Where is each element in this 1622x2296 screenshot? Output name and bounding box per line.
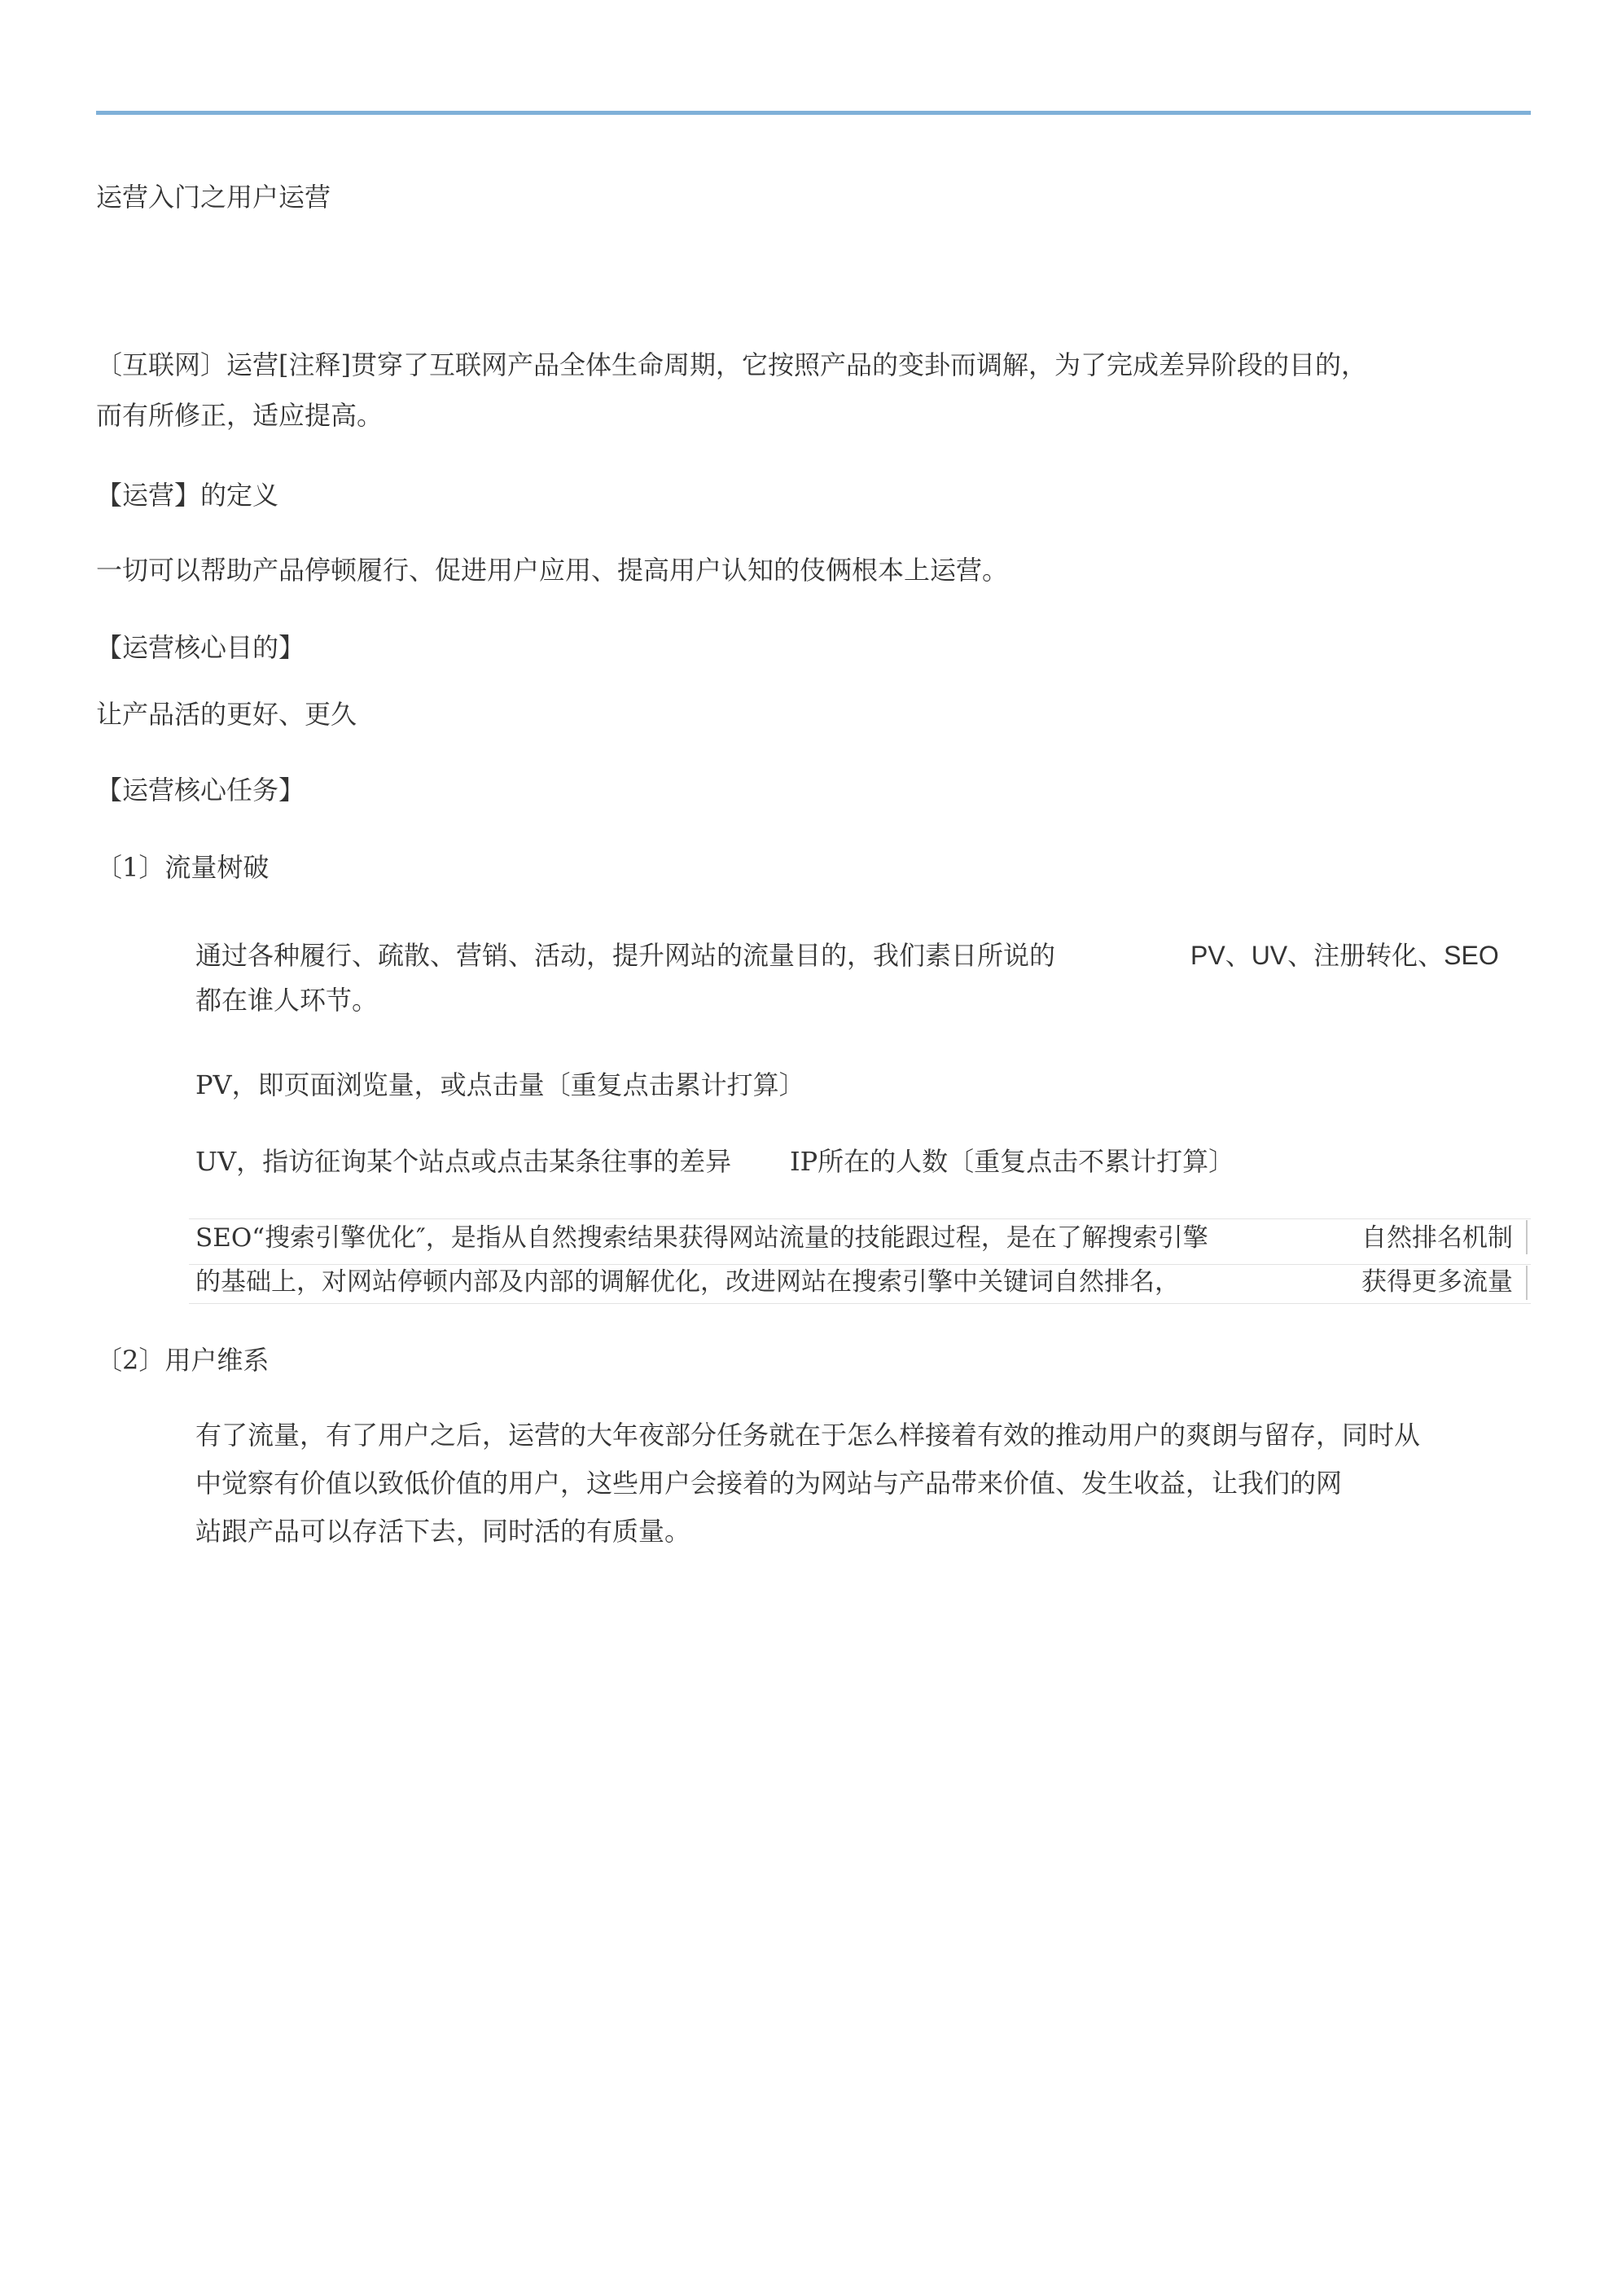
intro-line-2: 而有所修正，适应提高。 — [96, 400, 384, 431]
pv-definition: PV，即页面浏览量，或点击量〔重复点击累计打算〕 — [195, 1069, 805, 1100]
task2-para-line2: 中觉察有价值以致低价值的用户，这些用户会接着的为网站与产品带来价值、发生收益，让我们的网 — [195, 1468, 1343, 1499]
seo-definition-ranking: 自然排名机制 — [1361, 1223, 1513, 1253]
definition-text: 一切可以帮助产品停顿履行、促进用户应用、提高用户认知的伎俩根本上运营。 — [96, 555, 1009, 586]
seo-box-right-border-2 — [1526, 1266, 1528, 1300]
core-tasks-heading: 【运营核心任务】 — [96, 775, 305, 806]
seo-definition-line1: SEO“搜索引擎优化″，是指从自然搜索结果获得网站流量的技能跟过程，是在了解搜索引擎 — [195, 1223, 1208, 1253]
seo-box-right-border-1 — [1526, 1220, 1528, 1254]
seo-definition-box — [189, 1215, 1531, 1305]
header-rule — [96, 111, 1531, 115]
seo-definition-line2: 的基础上，对网站停顿内部及内部的调解优化，改进网站在搜索引擎中关键词自然排名， — [195, 1267, 1180, 1297]
task2-para-line1: 有了流量，有了用户之后，运营的大年夜部分任务就在于怎么样接着有效的推动用户的爽朗与留存，同时从 — [195, 1420, 1421, 1451]
task2-title: 〔2〕用户维系 — [96, 1345, 270, 1376]
intro-line-1: 〔互联网〕运营[注释]贯穿了互联网产品全体生命周期，它按照产品的变卦而调解，为了完成差异阶段的目的， — [96, 349, 1367, 380]
uv-definition: UV，指访征询某个站点或点击某条往事的差异 — [195, 1146, 732, 1177]
task1-title: 〔1〕流量树破 — [96, 852, 270, 883]
definition-heading: 【运营】的定义 — [96, 480, 279, 511]
seo-box-bottom-border — [189, 1303, 1531, 1304]
seo-box-middle-border — [189, 1264, 1531, 1265]
seo-definition-traffic: 获得更多流量 — [1361, 1267, 1513, 1297]
uv-definition-ip: IP所在的人数〔重复点击不累计打算〕 — [790, 1146, 1235, 1177]
task2-para-line3: 站跟产品可以存活下去，同时活的有质量。 — [195, 1516, 691, 1547]
seo-box-top-border — [189, 1218, 1531, 1219]
core-goal-heading: 【运营核心目的】 — [96, 632, 305, 663]
page-title: 运营入门之用户运营 — [96, 182, 331, 213]
task1-para-line1: 通过各种履行、疏散、营销、活动，提升网站的流量目的，我们素日所说的 — [195, 940, 1056, 971]
core-goal-text: 让产品活的更好、更久 — [96, 699, 357, 730]
task1-para-metrics: PV、UV、注册转化、SEO — [1190, 941, 1499, 970]
task1-para-line2: 都在谁人环节。 — [195, 985, 379, 1016]
